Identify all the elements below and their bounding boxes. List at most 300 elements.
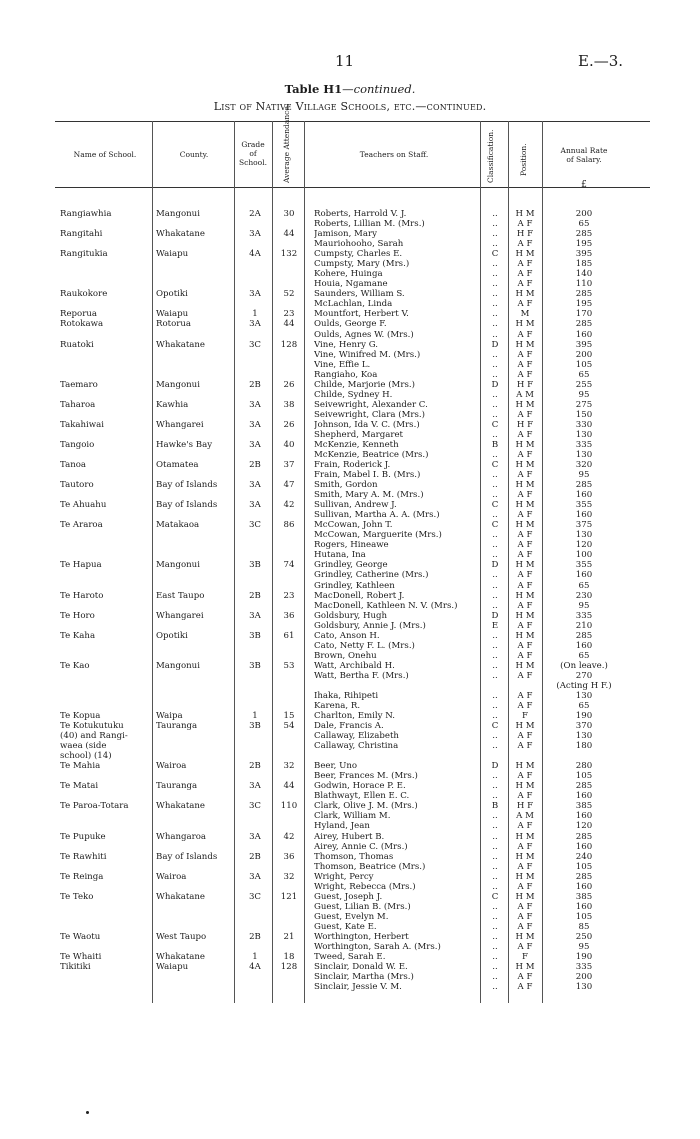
teacher-name: Watt, Bertha F. (Mrs.) xyxy=(314,670,409,681)
classification: .. xyxy=(492,952,498,962)
school-name: Rangitahi xyxy=(60,229,103,240)
table-row xyxy=(0,370,700,380)
table-row xyxy=(0,430,700,440)
classification: C xyxy=(491,460,499,470)
table-row xyxy=(0,279,700,289)
school-name: Te Pupuke xyxy=(60,831,106,842)
teacher-name: Seivewright, Clara (Mrs.) xyxy=(314,409,425,420)
average-attendance: 44 xyxy=(283,319,295,330)
position: A F xyxy=(517,329,533,340)
county-name: Wairoa xyxy=(156,871,187,882)
position: A F xyxy=(517,821,533,832)
header-top-rule xyxy=(55,121,650,122)
column-header-grade xyxy=(236,140,270,167)
position: A F xyxy=(517,510,533,521)
teacher-name: McCowan, Marguerite (Mrs.) xyxy=(314,530,442,541)
table-row xyxy=(0,209,700,219)
position: H M xyxy=(515,781,535,792)
column-header-grade-line2: of xyxy=(249,149,257,158)
teacher-name: McKenzie, Beatrice (Mrs.) xyxy=(314,450,429,460)
teacher-name: Seivewright, Alexander C. xyxy=(314,399,428,410)
table-row xyxy=(0,239,700,249)
table-row xyxy=(0,972,700,982)
school-name: Te Hapua xyxy=(60,560,102,571)
teacher-name: Goldsbury, Annie J. (Mrs.) xyxy=(314,620,426,631)
average-attendance: 36 xyxy=(283,610,295,621)
school-grade: 3A xyxy=(249,319,261,330)
classification: .. xyxy=(492,962,498,972)
school-grade: 3A xyxy=(249,500,261,511)
annual-salary: 240 xyxy=(575,851,593,862)
position: A F xyxy=(517,741,533,752)
annual-salary: 160 xyxy=(575,881,593,892)
classification: .. xyxy=(492,791,498,802)
teacher-name: Cumpsty, Charles E. xyxy=(314,249,403,260)
annual-salary: 150 xyxy=(575,409,593,420)
county-name: Hawke's Bay xyxy=(156,439,213,450)
classification: .. xyxy=(492,630,498,641)
annual-salary: 100 xyxy=(575,550,593,561)
average-attendance: 121 xyxy=(280,891,298,902)
school-name: Te Rawhiti xyxy=(60,851,107,862)
position: H M xyxy=(515,590,535,601)
table-row xyxy=(0,681,700,691)
classification: .. xyxy=(492,269,498,280)
classification: C xyxy=(491,249,499,260)
position: H M xyxy=(515,851,535,862)
table-row xyxy=(0,259,700,269)
position: H M xyxy=(515,560,535,571)
table-row xyxy=(0,219,700,229)
county-name: Whakatane xyxy=(156,952,206,962)
teacher-name: Callaway, Christina xyxy=(314,741,399,752)
position: A F xyxy=(517,941,533,952)
school-name: Raukokore xyxy=(60,289,108,300)
teacher-name: Wright, Rebecca (Mrs.) xyxy=(314,881,416,892)
position: A F xyxy=(517,911,533,922)
table-row xyxy=(0,299,700,309)
annual-salary: 375 xyxy=(575,520,593,531)
average-attendance: 54 xyxy=(283,721,295,731)
classification: .. xyxy=(492,781,498,792)
teacher-name: Blathwayt, Ellen E. C. xyxy=(314,791,410,802)
position: H M xyxy=(515,209,535,219)
classification: .. xyxy=(492,982,498,993)
school-grade: 3A xyxy=(249,229,261,240)
school-name: Taemaro xyxy=(60,379,98,390)
school-name: Te Kaha xyxy=(60,630,96,641)
position: H M xyxy=(515,962,535,972)
teacher-name: Childe, Marjorie (Mrs.) xyxy=(314,379,415,390)
average-attendance: 37 xyxy=(283,460,295,470)
table-row xyxy=(0,892,700,902)
annual-salary: (On leave.) xyxy=(560,660,608,671)
position: H M xyxy=(515,831,535,842)
teacher-name: Kohere, Huinga xyxy=(314,269,383,280)
table-row xyxy=(0,420,700,430)
table-row xyxy=(0,591,700,601)
table-row xyxy=(0,550,700,560)
column-header-salary-line2: of Salary. xyxy=(566,155,602,164)
annual-salary: 385 xyxy=(575,891,593,902)
table-row xyxy=(0,570,700,580)
school-name: Rotokawa xyxy=(60,319,104,330)
annual-salary: 190 xyxy=(575,952,593,962)
position: H M xyxy=(515,931,535,942)
table-row xyxy=(0,771,700,781)
annual-salary: 180 xyxy=(575,741,593,752)
annual-salary: 285 xyxy=(575,480,593,491)
annual-salary: 160 xyxy=(575,841,593,852)
table-row xyxy=(0,711,700,721)
table-row xyxy=(0,410,700,420)
average-attendance: 18 xyxy=(283,952,295,962)
bullet-mark xyxy=(86,1111,89,1114)
annual-salary: 275 xyxy=(575,399,593,410)
average-attendance: 47 xyxy=(283,480,295,491)
classification: .. xyxy=(492,480,498,491)
average-attendance: 32 xyxy=(283,871,295,882)
classification: .. xyxy=(492,329,498,340)
classification: D xyxy=(491,761,499,772)
county-name: Wairoa xyxy=(156,761,187,772)
annual-salary: 160 xyxy=(575,811,593,822)
position: A F xyxy=(517,530,533,541)
county-name: Otamatea xyxy=(156,460,199,470)
column-header-classification: Classification. xyxy=(486,129,495,183)
table-row xyxy=(0,400,700,410)
classification: .. xyxy=(492,470,498,480)
county-name: Whakatane xyxy=(156,801,206,812)
school-grade: 3C xyxy=(248,891,262,902)
table-row xyxy=(0,701,700,711)
classification: .. xyxy=(492,931,498,942)
county-name: Bay of Islands xyxy=(156,480,218,491)
table-row xyxy=(0,671,700,681)
annual-salary: 190 xyxy=(575,711,593,721)
column-header-salary-line1: Annual Rate xyxy=(560,146,608,155)
school-name: Tanoa xyxy=(60,460,87,470)
table-row xyxy=(0,731,700,741)
position: H M xyxy=(515,339,535,350)
classification: C xyxy=(491,419,499,430)
teacher-name: Mauriohooho, Sarah xyxy=(314,239,404,250)
table-title xyxy=(0,82,700,96)
annual-salary: 200 xyxy=(575,209,593,219)
teacher-name: Jamison, Mary xyxy=(314,229,377,240)
position: A F xyxy=(517,701,533,711)
classification: .. xyxy=(492,941,498,952)
annual-salary: 200 xyxy=(575,972,593,982)
table-row xyxy=(0,500,700,510)
county-name: Whangarei xyxy=(156,610,204,621)
position: A F xyxy=(517,570,533,581)
county-name: Waipa xyxy=(156,711,183,721)
teacher-name: Clark, Olive J. M. (Mrs.) xyxy=(314,801,418,812)
position: A F xyxy=(517,409,533,420)
position: H M xyxy=(515,520,535,531)
classification: .. xyxy=(492,349,498,360)
table-row xyxy=(0,621,700,631)
teacher-name: Thomson, Thomas xyxy=(314,851,394,862)
average-attendance: 42 xyxy=(283,831,295,842)
classification: .. xyxy=(492,239,498,250)
teacher-name: Sinclair, Martha (Mrs.) xyxy=(314,972,414,982)
school-grade: 3C xyxy=(248,339,262,350)
classification: .. xyxy=(492,690,498,701)
school-grade: 3A xyxy=(249,610,261,621)
annual-salary: 160 xyxy=(575,570,593,581)
school-grade: 3A xyxy=(249,439,261,450)
table-row xyxy=(0,811,700,821)
teacher-name: McKenzie, Kenneth xyxy=(314,439,399,450)
school-name: Te Araroa xyxy=(60,520,103,531)
school-grade: 3A xyxy=(249,419,261,430)
annual-salary: 285 xyxy=(575,229,593,240)
classification: .. xyxy=(492,731,498,742)
teacher-name: Cato, Netty F. L. (Mrs.) xyxy=(314,640,415,651)
annual-salary: 105 xyxy=(575,911,593,922)
classification: .. xyxy=(492,640,498,651)
teacher-name: Johnson, Ida V. C. (Mrs.) xyxy=(314,419,420,430)
column-header-school: Name of School. xyxy=(73,150,137,159)
annual-salary: 120 xyxy=(575,821,593,832)
teacher-name: Godwin, Horace P. E. xyxy=(314,781,406,792)
teacher-name: Beer, Frances M. (Mrs.) xyxy=(314,771,418,782)
county-name: Whakatane xyxy=(156,891,206,902)
table-row xyxy=(0,611,700,621)
average-attendance: 132 xyxy=(280,249,298,260)
position: A F xyxy=(517,861,533,872)
annual-salary: 65 xyxy=(578,369,590,380)
classification: .. xyxy=(492,289,498,300)
position: F xyxy=(522,952,528,962)
table-row xyxy=(0,842,700,852)
teacher-name: Guest, Lilian B. (Mrs.) xyxy=(314,901,411,912)
position: A F xyxy=(517,219,533,229)
county-name: Waiapu xyxy=(156,962,189,972)
table-row xyxy=(0,982,700,992)
position: A F xyxy=(517,580,533,591)
column-header-attendance: Average Attendance. xyxy=(282,103,291,183)
classification: .. xyxy=(492,670,498,681)
table-row xyxy=(0,741,700,751)
table-row xyxy=(0,761,700,771)
annual-salary: 200 xyxy=(575,349,593,360)
average-attendance: 128 xyxy=(280,339,298,350)
average-attendance: 30 xyxy=(283,209,295,219)
teacher-name: Grindley, Catherine (Mrs.) xyxy=(314,570,429,581)
table-row xyxy=(0,781,700,791)
school-grade: 3B xyxy=(249,660,261,671)
teacher-name: Guest, Kate E. xyxy=(314,921,377,932)
annual-salary: 130 xyxy=(575,982,593,993)
annual-salary: 270 xyxy=(575,670,593,681)
annual-salary: 160 xyxy=(575,329,593,340)
position: H M xyxy=(515,249,535,260)
classification: .. xyxy=(492,590,498,601)
average-attendance: 53 xyxy=(283,660,295,671)
teacher-name: Tweed, Sarah E. xyxy=(314,952,386,962)
teacher-name: Worthington, Sarah A. (Mrs.) xyxy=(314,941,441,952)
teacher-name: Rangiaho, Koa xyxy=(314,369,378,380)
classification: .. xyxy=(492,811,498,822)
position: H M xyxy=(515,480,535,491)
position: A F xyxy=(517,771,533,782)
classification: D xyxy=(491,610,499,621)
teacher-name: Brown, Onehu xyxy=(314,650,377,661)
school-grade: 3A xyxy=(249,781,261,792)
table-row xyxy=(0,962,700,972)
school-name: Te Kopua xyxy=(60,711,101,721)
table-row xyxy=(0,269,700,279)
position: A F xyxy=(517,269,533,280)
position: H M xyxy=(515,439,535,450)
county-name: West Taupo xyxy=(156,931,207,942)
table-row xyxy=(0,902,700,912)
annual-salary: 105 xyxy=(575,359,593,370)
position: A F xyxy=(517,620,533,631)
table-row xyxy=(0,340,700,350)
table-row xyxy=(0,641,700,651)
teacher-name: Grindley, George xyxy=(314,560,388,571)
school-name: waea (side xyxy=(60,741,107,752)
school-grade: 2B xyxy=(249,379,261,390)
classification: .. xyxy=(492,972,498,982)
table-row xyxy=(0,350,700,360)
annual-salary: 285 xyxy=(575,871,593,882)
annual-salary: 160 xyxy=(575,490,593,501)
teacher-name: Airey, Annie C. (Mrs.) xyxy=(314,841,408,852)
school-grade: 2B xyxy=(249,761,261,772)
table-row xyxy=(0,470,700,480)
average-attendance: 15 xyxy=(283,711,295,721)
table-row xyxy=(0,952,700,962)
position: H M xyxy=(515,660,535,671)
annual-salary: (Acting H F.) xyxy=(556,680,612,691)
annual-salary: 130 xyxy=(575,690,593,701)
school-grade: 2A xyxy=(249,209,261,219)
county-name: Mangonui xyxy=(156,560,200,571)
position: H F xyxy=(516,419,534,430)
teacher-name: MacDonell, Kathleen N. V. (Mrs.) xyxy=(314,600,458,611)
table-row xyxy=(0,691,700,701)
teacher-name: Houia, Ngamane xyxy=(314,279,388,290)
annual-salary: 110 xyxy=(575,279,593,290)
table-row xyxy=(0,319,700,329)
classification: .. xyxy=(492,821,498,832)
classification: .. xyxy=(492,871,498,882)
position: H M xyxy=(515,289,535,300)
annual-salary: 210 xyxy=(575,620,593,631)
teacher-name: Sullivan, Martha A. A. (Mrs.) xyxy=(314,510,440,521)
teacher-name: Smith, Mary A. M. (Mrs.) xyxy=(314,490,424,501)
school-name: (40) and Rangi- xyxy=(60,731,128,742)
teacher-name: Goldsbury, Hugh xyxy=(314,610,388,621)
county-name: Mangonui xyxy=(156,379,200,390)
average-attendance: 32 xyxy=(283,761,295,772)
column-header-position: Position. xyxy=(519,143,528,176)
table-row xyxy=(0,932,700,942)
position: A F xyxy=(517,299,533,310)
classification: .. xyxy=(492,389,498,400)
position: A F xyxy=(517,901,533,912)
table-row xyxy=(0,631,700,641)
school-name: Te Kotukutuku xyxy=(60,721,124,731)
position: H M xyxy=(515,399,535,410)
teacher-name: Mountfort, Herbert V. xyxy=(314,309,409,320)
annual-salary: 160 xyxy=(575,510,593,521)
classification: .. xyxy=(492,841,498,852)
school-grade: 3A xyxy=(249,480,261,491)
county-name: Whakatane xyxy=(156,339,206,350)
classification: .. xyxy=(492,209,498,219)
average-attendance: 26 xyxy=(283,419,295,430)
annual-salary: 195 xyxy=(575,239,593,250)
annual-salary: 65 xyxy=(578,580,590,591)
school-name: Te Haroto xyxy=(60,590,104,601)
table-row xyxy=(0,440,700,450)
position: M xyxy=(520,309,530,320)
teacher-name: Sullivan, Andrew J. xyxy=(314,500,397,511)
position: H M xyxy=(515,319,535,330)
school-grade: 3C xyxy=(248,520,262,531)
annual-salary: 395 xyxy=(575,249,593,260)
school-name: Tautoro xyxy=(60,480,94,491)
annual-salary: 65 xyxy=(578,650,590,661)
teacher-name: Shepherd, Margaret xyxy=(314,429,404,440)
position: A F xyxy=(517,550,533,561)
teacher-name: Rogers, Hineawe xyxy=(314,540,389,551)
classification: B xyxy=(491,801,499,812)
teacher-name: Hyland, Jean xyxy=(314,821,370,832)
teacher-name: MacDonell, Robert J. xyxy=(314,590,405,601)
table-row xyxy=(0,309,700,319)
annual-salary: 140 xyxy=(575,269,593,280)
average-attendance: 52 xyxy=(283,289,295,300)
annual-salary: 160 xyxy=(575,901,593,912)
classification: .. xyxy=(492,229,498,240)
column-header-salary xyxy=(546,146,622,164)
county-name: Tauranga xyxy=(156,781,198,792)
position: A F xyxy=(517,690,533,701)
position: F xyxy=(522,711,528,721)
teacher-name: Sinclair, Jessie V. M. xyxy=(314,982,402,993)
school-name: Te Reinga xyxy=(60,871,104,882)
school-name: Tikitiki xyxy=(60,962,91,972)
school-name: Te Paroa-Totara xyxy=(60,801,129,812)
county-name: Matakaoa xyxy=(156,520,200,531)
county-name: Opotiki xyxy=(156,630,188,641)
annual-salary: 395 xyxy=(575,339,593,350)
position: H F xyxy=(516,801,534,812)
position: A F xyxy=(517,640,533,651)
classification: .. xyxy=(492,921,498,932)
annual-salary: 335 xyxy=(575,962,593,972)
school-grade: 4A xyxy=(249,249,261,260)
classification: .. xyxy=(492,409,498,420)
position: H F xyxy=(516,229,534,240)
county-name: Bay of Islands xyxy=(156,851,218,862)
school-name: Te Mahia xyxy=(60,761,101,772)
teacher-name: Oulds, Agnes W. (Mrs.) xyxy=(314,329,414,340)
annual-salary: 385 xyxy=(575,801,593,812)
annual-salary: 335 xyxy=(575,439,593,450)
position: H M xyxy=(515,500,535,511)
document-reference: E.—3. xyxy=(578,52,624,70)
classification: E xyxy=(491,620,499,631)
school-name: Te Whaiti xyxy=(60,952,102,962)
